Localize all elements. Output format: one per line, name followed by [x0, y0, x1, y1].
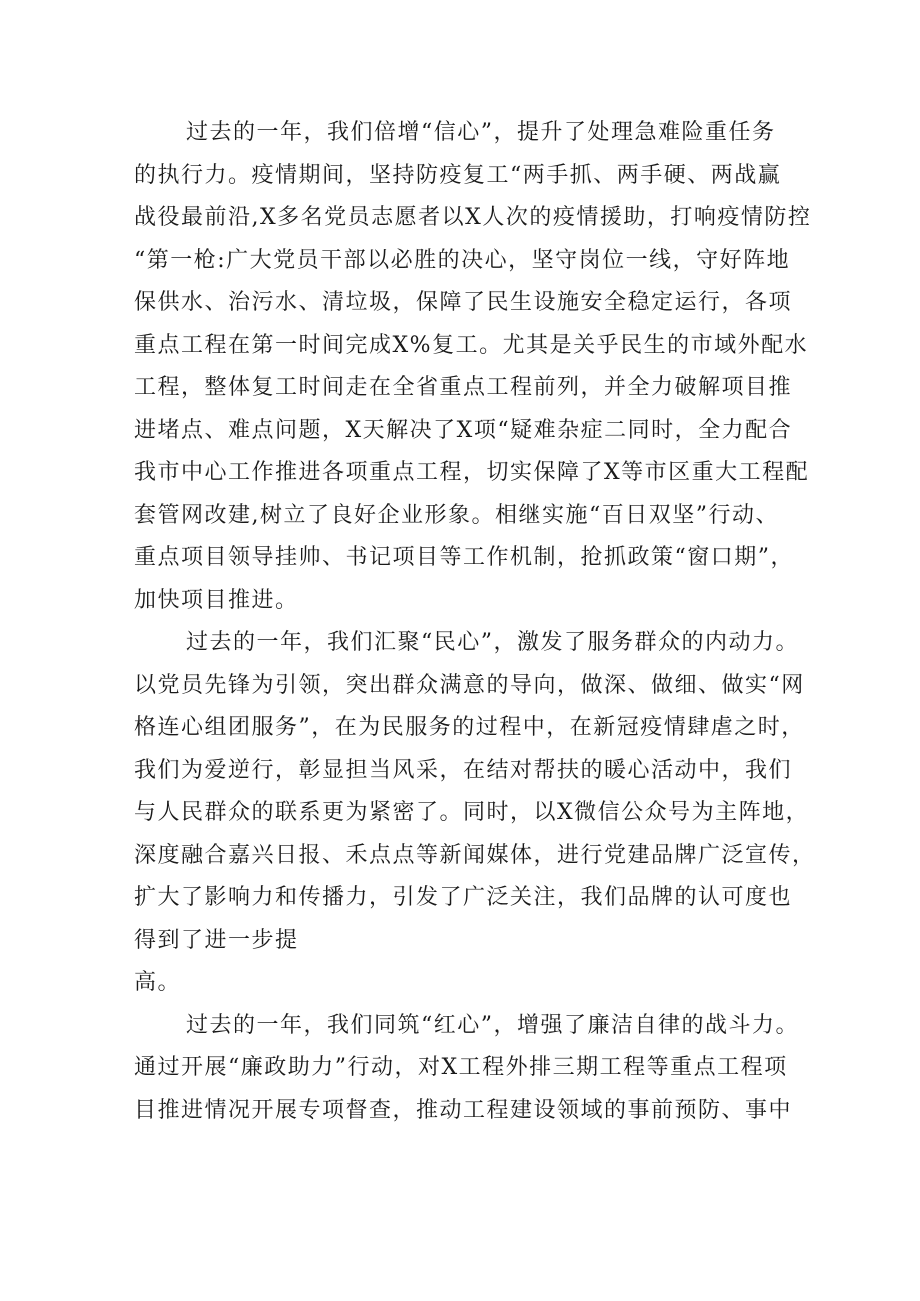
text-line: 套管网改建,树立了良好企业形象。相继实施“百日双坚”行动、 [134, 502, 779, 528]
text-line: 与人民群众的联系更为紧密了。同时，以X微信公众号为主阵地， [134, 800, 810, 825]
text-line: 高。 [134, 970, 182, 995]
text-line: 工程，整体复工时间走在全省重点工程前列，并全力破解项目推 [134, 375, 793, 400]
text-line: 重点工程在第一时间完成X%复工。尤其是关乎民生的市域外配水 [134, 332, 809, 358]
text-line: 格连心组团服务”，在为民服务的过程中，在新冠疫情肆虐之时， [134, 715, 805, 740]
text-line: 目推进情况开展专项督查，推动工程建设领域的事前预防、事中 [134, 1097, 793, 1123]
text-line: 过去的一年，我们同筑“红心”，增强了廉洁自律的战斗力。 [186, 1012, 799, 1038]
text-line: 深度融合嘉兴日报、禾点点等新闻媒体，进行党建品牌广泛宣传， [134, 842, 816, 868]
text-line: 通过开展“廉政助力”行动，对X工程外排三期工程等重点工程项 [134, 1055, 788, 1080]
text-line: 我市中心工作推进各项重点工程，切实保障了X等市区重大工程配 [134, 460, 810, 485]
text-line: “第一枪:广大党员干部以必胜的决心，坚守岗位一线，守好阵地 [134, 247, 791, 273]
text-line: 过去的一年，我们倍增“信心”，提升了处理急难险重任务 [186, 120, 776, 145]
text-line: 重点项目领导挂帅、书记项目等工作机制，抢抓政策“窗口期”， [134, 545, 794, 570]
text-line: 过去的一年，我们汇聚“民心”，激发了服务群众的内动力。 [186, 630, 799, 655]
text-line: 我们为爱逆行，彰显担当风采，在结对帮扶的暖心活动中，我们 [134, 757, 793, 783]
text-line: 战役最前沿,X多名党员志愿者以X人次的疫情援助，打响疫情防控 [134, 205, 812, 230]
text-line: 以党员先锋为引领，突出群众满意的导向，做深、做细、做实“网 [134, 672, 805, 698]
text-line: 扩大了影响力和传播力，引发了广泛关注，我们品牌的认可度也 [134, 885, 793, 910]
text-line: 加快项目推进。 [134, 587, 299, 613]
text-line: 保供水、治污水、清垃圾，保障了民生设施安全稳定运行，各项 [134, 290, 793, 315]
document-body [134, 112, 816, 1132]
text-line: 的执行力。疫情期间，坚持防疫复工“两手抓、两手硬、两战赢 [134, 162, 782, 188]
text-line: 进堵点、难点问题，X天解决了X项“疑难杂症二同时，全力配合 [134, 417, 793, 443]
text-line: 得到了进一步提 [134, 927, 299, 953]
